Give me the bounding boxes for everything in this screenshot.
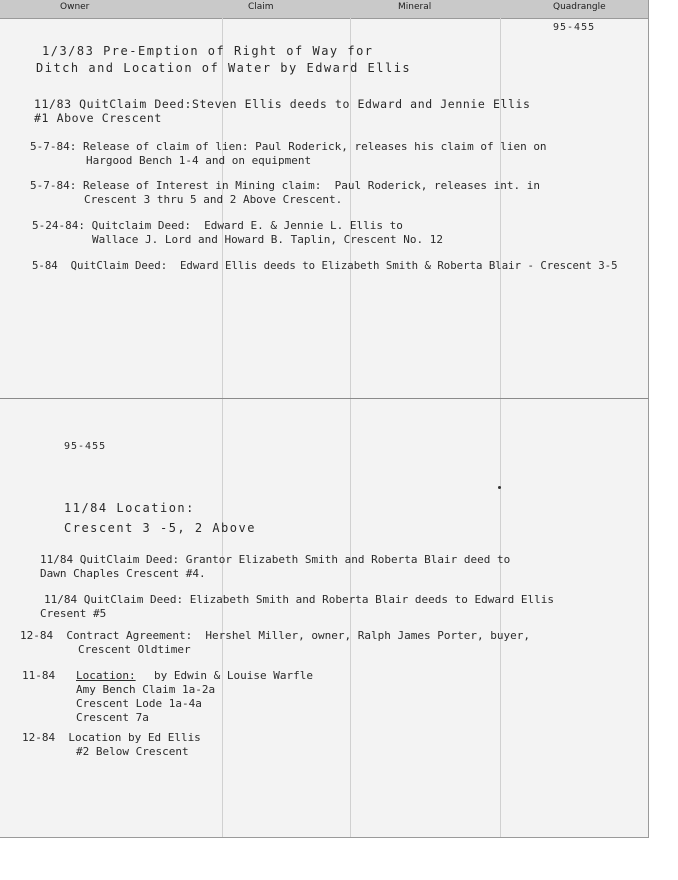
entry-line: Amy Bench Claim 1a-2a bbox=[76, 683, 216, 696]
entry-line: 11/84 Location: bbox=[64, 501, 195, 515]
entry-line: #2 Below Crescent bbox=[76, 745, 189, 758]
column-divider bbox=[222, 399, 223, 837]
column-divider bbox=[500, 399, 501, 837]
entry-line: 1/3/83 Pre-Emption of Right of Way for bbox=[42, 44, 374, 58]
entry-line: 5-84 QuitClaim Deed: Edward Ellis deeds to Elizabeth Smith & Roberta Blair - Crescent 3-5 bbox=[32, 259, 618, 272]
entry-line: by Edwin & Louise Warfle bbox=[154, 669, 313, 682]
entry-line: Cresent #5 bbox=[40, 607, 107, 620]
entry-line: Crescent Lode 1a-4a bbox=[76, 697, 202, 710]
entry-line: Hargood Bench 1-4 and on equipment bbox=[86, 154, 312, 167]
index-card-bottom bbox=[0, 398, 649, 838]
quadrangle-column-header: Quadrangle bbox=[553, 2, 606, 12]
entry-line: Crescent 3 -5, 2 Above bbox=[64, 521, 256, 535]
entry-date: 11-84 bbox=[22, 669, 56, 682]
column-divider bbox=[500, 18, 501, 398]
sheet-number: 95-455 bbox=[553, 22, 596, 33]
sheet-number: 95-455 bbox=[64, 441, 107, 452]
column-divider bbox=[350, 399, 351, 837]
entry-line: Crescent Oldtimer bbox=[78, 643, 191, 656]
mineral-column-header: Mineral bbox=[398, 2, 432, 12]
entry-heading: Location: bbox=[76, 669, 136, 682]
ink-speck bbox=[498, 486, 501, 489]
entry-line: 11/84 QuitClaim Deed: Elizabeth Smith and Roberta Blair deeds to Edward Ellis bbox=[44, 593, 554, 606]
entry-line: 11/84 QuitClaim Deed: Grantor Elizabeth Smith and Roberta Blair deed to bbox=[40, 553, 511, 566]
entry-line: 12-84 Location by Ed Ellis bbox=[22, 731, 201, 744]
entry-line: 12-84 Contract Agreement: Hershel Miller, owner, Ralph James Porter, buyer, bbox=[20, 629, 530, 642]
owner-column-header: Owner bbox=[60, 2, 90, 12]
entry-line: Crescent 3 thru 5 and 2 Above Crescent. bbox=[84, 193, 343, 206]
column-divider bbox=[350, 18, 351, 398]
column-divider bbox=[222, 18, 223, 398]
entry-line: 5-7-84: Release of Interest in Mining claim: Paul Roderick, releases int. in bbox=[30, 179, 540, 192]
entry-line: Dawn Chaples Crescent #4. bbox=[40, 567, 206, 580]
entry-line: #1 Above Crescent bbox=[34, 111, 162, 125]
entry-line: Ditch and Location of Water by Edward Ellis bbox=[36, 61, 412, 75]
claim-column-header: Claim bbox=[248, 2, 274, 12]
entry-line: Crescent 7a bbox=[76, 711, 149, 724]
entry-line: 11/83 QuitClaim Deed:Steven Ellis deeds to Edward and Jennie Ellis bbox=[34, 97, 531, 111]
card-header bbox=[0, 0, 648, 19]
entry-line: 5-7-84: Release of claim of lien: Paul Roderick, releases his claim of lien on bbox=[30, 140, 547, 153]
entry-line: Wallace J. Lord and Howard B. Taplin, Crescent No. 12 bbox=[92, 233, 443, 246]
index-card-top bbox=[0, 0, 649, 399]
entry-line: 5-24-84: Quitclaim Deed: Edward E. & Jennie L. Ellis to bbox=[32, 219, 403, 232]
